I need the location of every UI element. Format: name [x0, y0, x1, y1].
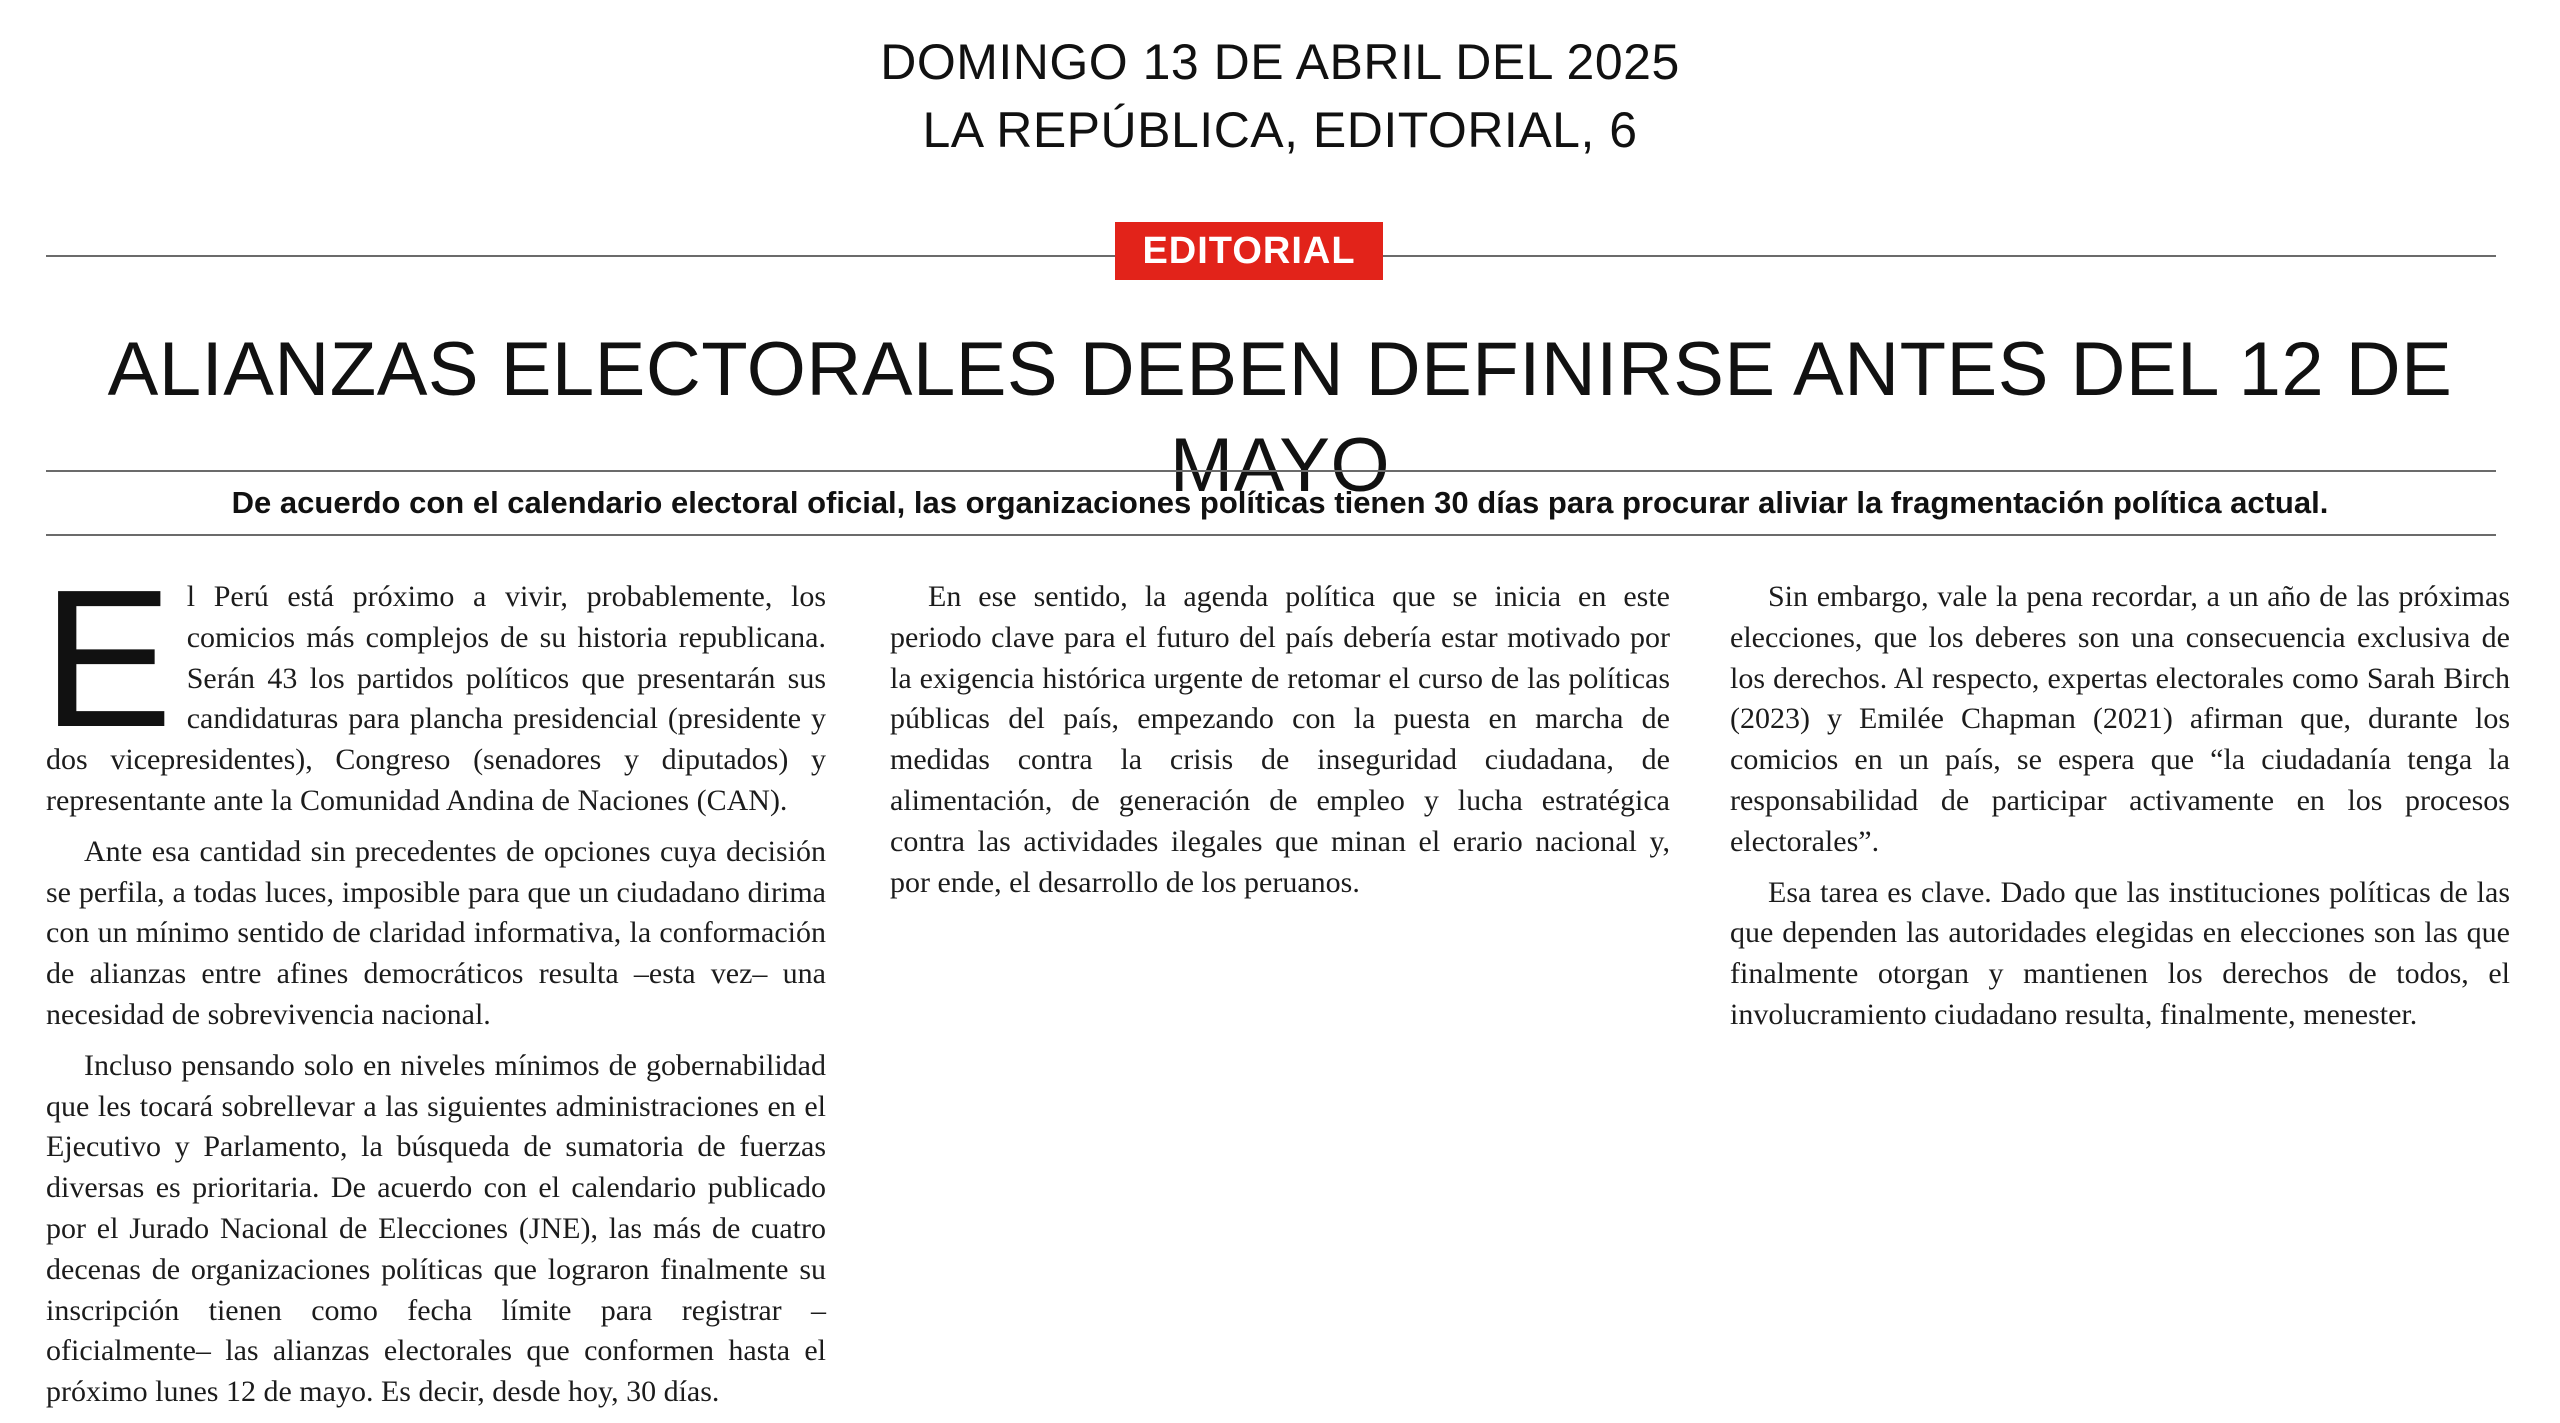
- date-line: DOMINGO 13 DE ABRIL DEL 2025: [880, 34, 1680, 90]
- headline: ALIANZAS ELECTORALES DEBEN DEFINIRSE ANTES DEL 12 DE MAYO: [107, 327, 2453, 508]
- paragraph-3: Incluso pensando solo en niveles mínimos de gobernabilidad que les tocará sobrellevar a las siguientes administraciones en el Ejecutivo y Parlamento, la búsqueda de sumatoria de fuerzas diversas es prioritaria. De acuerdo con el calendario publicado por el Jurado Nacional de Elecciones (JNE), las más de cuatro decenas de organizaciones políticas que lograron finalmente su inscripción tienen como fecha límite para registrar –oficialmente– las alianzas electorales que conformen hasta el próximo lunes 12 de mayo. Es decir, desde hoy, 30 días.: [46, 1048, 826, 1409]
- column-1: [42, 549, 826, 1423]
- paragraph-4: En ese sentido, la agenda política que se inicia en este periodo clave para el futuro del país debería estar motivado por la exigencia histórica urgente de retomar el curso de las políticas públicas del país, empezando con la puesta en marcha de medidas contra la crisis de inseguridad ciudadana, de alimentación, de generación de empleo y lucha estratégica contra las actividades ilegales que minan el erario nacional y, por ende, el desarrollo de los peruanos.: [890, 580, 1670, 899]
- source-line: LA REPÚBLICA, EDITORIAL, 6: [922, 102, 1638, 158]
- paragraph-5: Sin embargo, vale la pena recordar, a un año de las próximas elecciones, que los deberes son una consecuencia exclusiva de los derechos. Al respecto, expertas electorales como Sarah Birch (2023) y Emilée Chapman (2021) afirman que, durante los comicios en un país, se espera que “la ciudadanía tenga la responsabilidad de participar activamente en los procesos electorales”.: [1730, 580, 2510, 858]
- paragraph-2: Ante esa cantidad sin precedentes de opciones cuya decisión se perfila, a todas luces, imposible para que un ciudadano dirima con un mínimo sentido de claridad informativa, la conformación de alianzas entre afines democráticos resulta –esta vez– una necesidad de sobrevivencia nacional.: [46, 834, 826, 1031]
- deck-bottom-rule: [46, 534, 2496, 536]
- column-2: [890, 577, 1670, 913]
- dropcap: E: [42, 549, 173, 768]
- deck-top-rule: [46, 470, 2496, 472]
- deck: De acuerdo con el calendario electoral oficial, las organizaciones políticas tienen 30 días para procurar aliviar la fragmentación política actual.: [231, 485, 2329, 520]
- paragraph-1: l Perú está próximo a vivir, probablemente, los comicios más complejos de su historia republicana. Serán 43 los partidos políticos que presentarán sus candidaturas para plancha presidencial (presidente y dos vicepresidentes), Congreso (senadores y diputados) y representante ante la Comunidad Andina de Naciones (CAN).: [46, 580, 826, 817]
- column-3: [1730, 577, 2510, 1046]
- paragraph-6: Esa tarea es clave. Dado que las instituciones políticas de las que dependen las autoridades elegidas en elecciones son las que finalmente otorgan y mantienen los derechos de todos, el involucramiento ciudadano resulta, finalmente, menester.: [1730, 875, 2510, 1031]
- paragraph-1-container: [42, 549, 826, 822]
- clipping-header: [0, 28, 2560, 164]
- section-label: EDITORIAL: [1115, 222, 1383, 280]
